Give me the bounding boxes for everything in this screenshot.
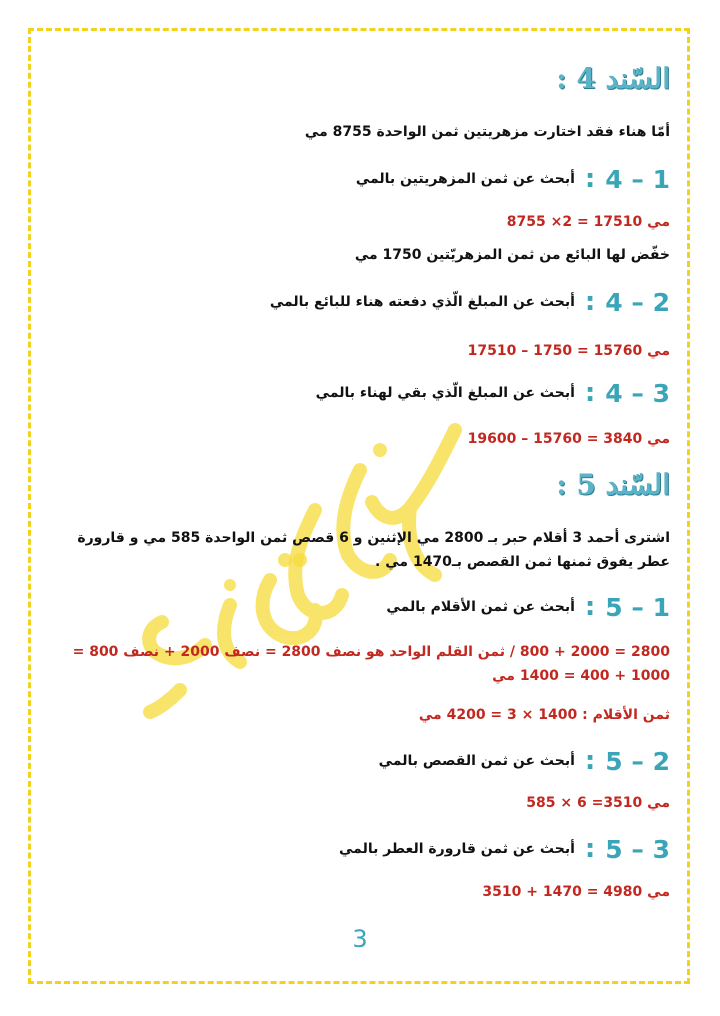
sanad4-heading: السّند 4 : (556, 62, 670, 95)
question-number: 5 – 2 (605, 746, 670, 776)
question-colon: : (584, 164, 596, 194)
question-colon: : (584, 378, 596, 408)
answer-4-3: 19600 – 15760 = 3840 مي (467, 431, 670, 447)
question-number: 5 – 1 (605, 592, 670, 622)
question-text: أبحث عن ثمن المزهريتين بالمي (355, 171, 575, 187)
sanad5-intro: اشترى أحمد 3 أقلام حبر بـ 2800 مي الإثنين و 6 قصص ثمن الواحدة 585 مي و قارورة عطر يفوق ثمنها ثمن القصص بـ1470 مي . (77, 530, 670, 570)
question-colon: : (584, 746, 596, 776)
question-number: 4 – 1 (605, 164, 670, 194)
answer-5-1-total: ثمن الأقلام : 1400 × 3 = 4200 مي (418, 707, 670, 723)
page-number: 3 (352, 925, 368, 953)
question-colon: : (584, 834, 596, 864)
question-4-3 (316, 378, 670, 408)
answer-4-2: 17510 – 1750 = 15760 مي (467, 343, 670, 359)
question-text: أبحث عن ثمن الأقلام بالمي (386, 599, 575, 615)
answer-4-1: 8755 ×2 = 17510 مي (506, 214, 670, 230)
question-number: 4 – 3 (605, 378, 670, 408)
question-4-1 (356, 164, 670, 194)
worksheet-page (60, 0, 670, 1016)
sanad4-intro: أمّا هناء فقد اختارت مزهريتين ثمن الواحدة 8755 مي (304, 124, 670, 140)
discount-text: خفّض لها البائع من ثمن المزهريّتين 1750 مي (354, 247, 670, 263)
question-text: أبحث عن المبلغ الّذي بقي لهناء بالمي (315, 385, 575, 401)
answer-5-3: 3510 + 1470 = 4980 مي (482, 884, 670, 900)
answer-5-1: 2800 = 2000 + 800 / ثمن القلم الواحد هو نصف 2800 = نصف 2000 + نصف 800 = 1000 + 400 = 1400 مي (72, 644, 670, 684)
question-text: أبحث عن ثمن قارورة العطر بالمي (339, 841, 575, 857)
question-colon: : (584, 592, 596, 622)
question-number: 4 – 2 (605, 287, 670, 317)
question-5-1 (386, 592, 670, 622)
sanad5-heading: السّند 5 : (556, 468, 670, 501)
answer-5-2: 585 × 6 =3510 مي (526, 795, 670, 811)
question-5-2 (379, 746, 670, 776)
question-number: 5 – 3 (605, 834, 670, 864)
question-text: أبحث عن ثمن القصص بالمي (378, 753, 575, 769)
question-colon: : (584, 287, 596, 317)
question-5-3 (339, 834, 670, 864)
question-text: أبحث عن المبلغ الّذي دفعته هناء للبائع بالمي (269, 294, 575, 310)
question-4-2 (270, 287, 670, 317)
